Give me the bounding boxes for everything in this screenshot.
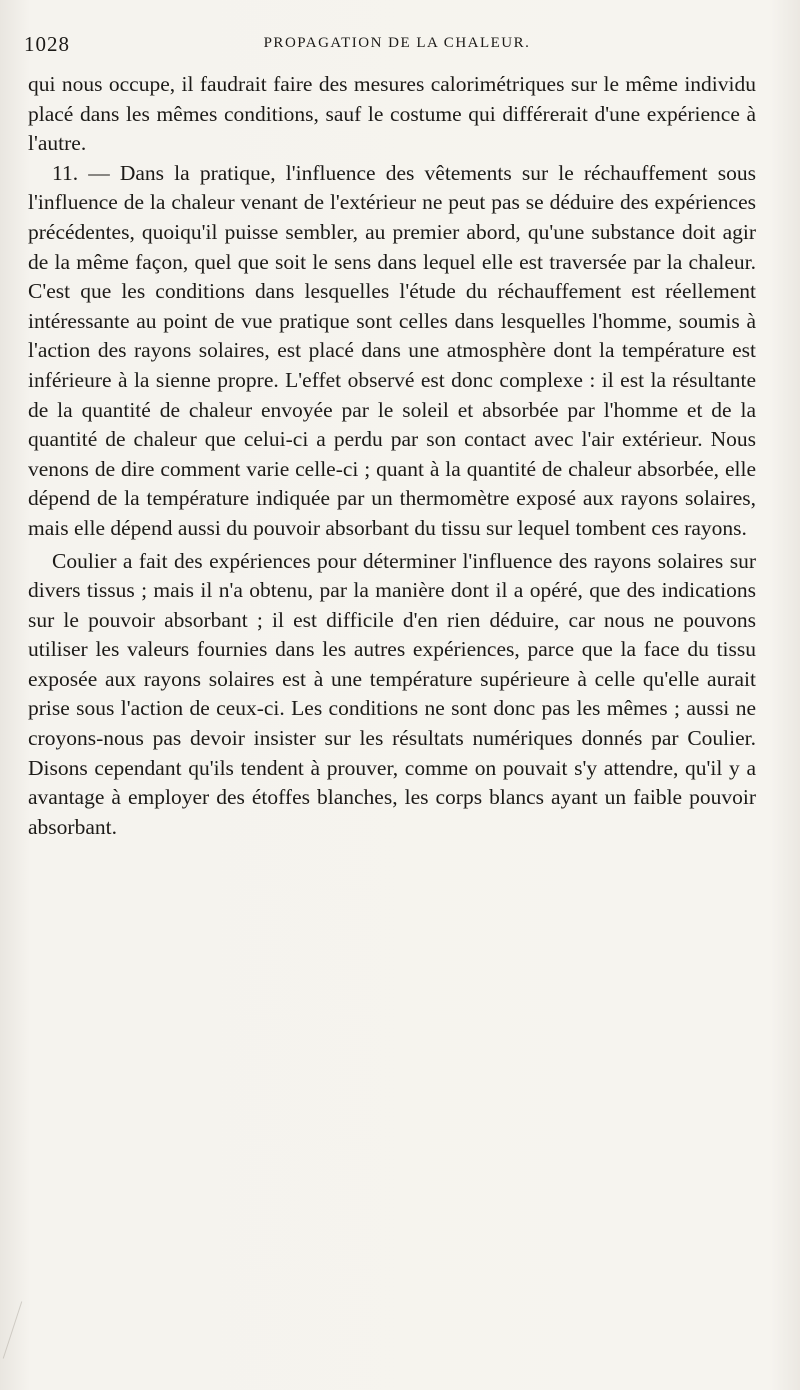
running-head: PROPAGATION DE LA CHALEUR. [263,35,531,51]
margin-mark [3,1301,22,1358]
paragraph-coulier: Coulier a fait des expériences pour déterminer l'influence des rayons solaires sur divers tissus ; mais il n'a obtenu, par la manière dont il a opéré, que des indications sur le pouvoir absorbant ; il est difficile d'en rien déduire, car nous ne pouvons utiliser les valeurs fournies dans les autres expériences, parce que la face du tissu exposée aux rayons solaires est à une température supérieure à celle qu'elle aurait prise sous l'action de ceux-ci. Les conditions ne sont donc pas les mêmes ; aussi ne croyons-nous pas devoir insister sur les résultats numériques donnés par Coulier. Disons cependant qu'ils tendent à prouver, comme on pouvait s'y attendre, qu'il y a avantage à employer des étoffes blanches, les corps blancs ayant un faible pouvoir absorbant. [28,548,756,839]
page-header [24,32,770,62]
paragraph-section-11: 11. — Dans la pratique, l'influence des vêtements sur le réchauffement sous l'influence de la chaleur venant de l'extérieur ne peut pas se déduire des expériences précédentes, quoiqu'il puisse sembler, au premier abord, qu'une substance doit agir de la même façon, quel que soit le sens dans lequel elle est traversée par la chaleur. C'est que les conditions dans lesquelles l'étude du réchauffement est réellement intéressante au point de vue pratique sont celles dans lesquelles l'homme, soumis à l'action des rayons solaires, est placé dans une atmosphère dont la température est inférieure à la sienne propre. L'effet observé est donc complexe : il est la résultante de la quantité de chaleur envoyée par le soleil et absorbée par l'homme et de la quantité de chaleur que celui-ci a perdu par son contact avec l'air extérieur. Nous venons de dire comment varie celle-ci ; quant à la quantité de chaleur absorbée, elle dépend de la température indiquée par un thermomètre exposé aux rayons solaires, mais elle dépend aussi du pouvoir absorbant du tissu sur lequel tombent ces rayons. [28,160,756,540]
paragraph-continuation: qui nous occupe, il faudrait faire des mesures calorimétriques sur le même individu placé dans les mêmes conditions, sauf le costume qui différerait d'une expérience à l'autre. [28,72,756,156]
page-number: 1028 [24,32,70,56]
body-text [28,70,756,842]
